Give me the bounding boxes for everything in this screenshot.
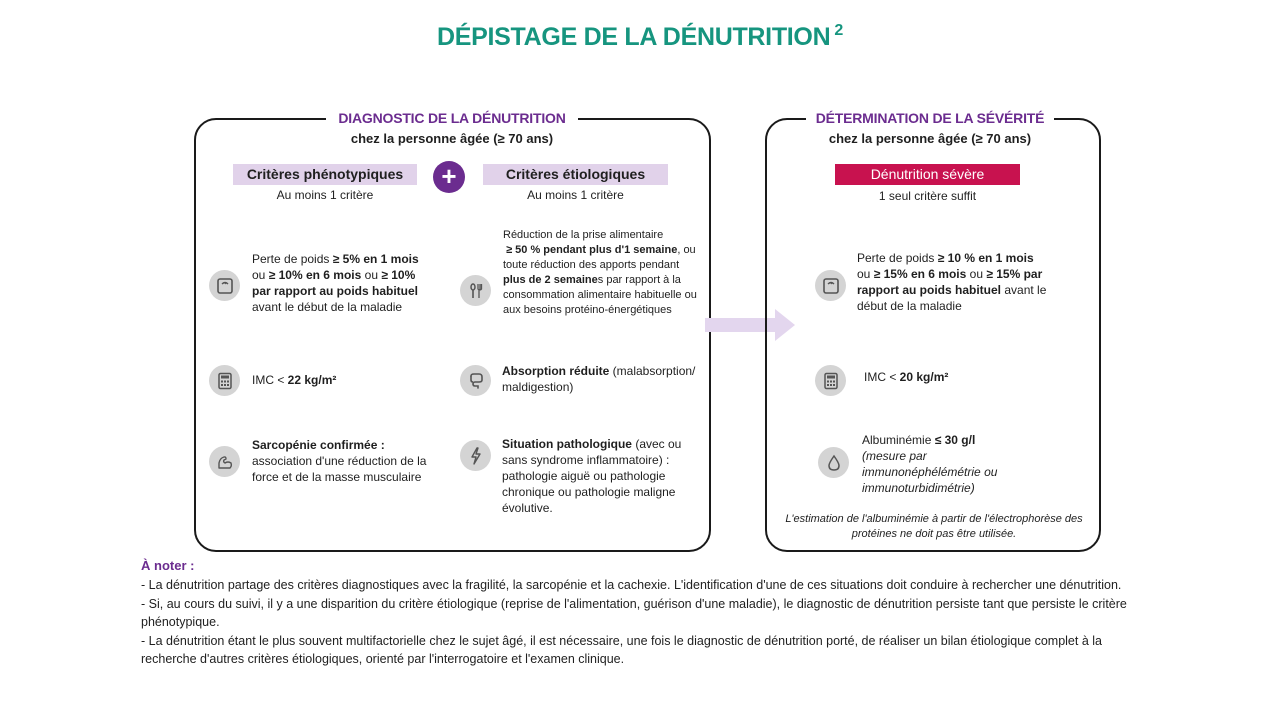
severity-footnote: L'estimation de l'albuminémie à partir de l'électrophorèse des protéines ne doit pas être utilisée. xyxy=(785,513,1083,540)
severity-title: DÉTERMINATION DE LA SÉVÉRITÉ xyxy=(815,110,1045,126)
severe-weight-loss-text: Perte de poids ≥ 10 % en 1 mois ou ≥ 15% en 6 mois ou ≥ 15% par rapport au poids habituel avant le début de la maladie xyxy=(857,251,1047,313)
phenotypic-weight-loss-text: Perte de poids ≥ 5% en 1 mois ou ≥ 10% en 6 mois ou ≥ 10% par rapport au poids habituel avant le début de la maladie xyxy=(252,252,419,314)
plus-icon: + xyxy=(433,161,465,193)
calculator-icon xyxy=(815,365,846,396)
calculator-icon xyxy=(209,365,240,396)
page-title: DÉPISTAGE DE LA DÉNUTRITION $^2$ xyxy=(437,22,843,51)
diagnostic-title: DIAGNOSTIC DE LA DÉNUTRITION xyxy=(338,110,566,126)
etiologic-criteria-header: Critères étiologiques xyxy=(483,164,668,185)
diagnostic-subtitle: chez la personne âgée (≥ 70 ans) xyxy=(350,131,554,146)
phenotypic-criteria-header: Critères phénotypiques xyxy=(233,164,417,185)
phenotypic-criteria-min: Au moins 1 critère xyxy=(276,188,374,202)
phenotypic-sarcopenia-text: Sarcopénie confirmée : association d'une réduction de la force et de la masse musculaire xyxy=(252,438,427,484)
notes-list xyxy=(141,576,1156,669)
note-item: - Si, au cours du suivi, il y a une disparition du critère étiologique (reprise de l'alimentation, guérison d'une maladie), le diagnostic de dénutrition persiste tant que persiste le critère phénotypique. xyxy=(141,596,1127,629)
severe-malnutrition-header: Dénutrition sévère xyxy=(835,164,1020,185)
severe-criteria-min: 1 seul critère suffit xyxy=(878,189,977,203)
etiologic-pathology-text: Situation pathologique (avec ou sans syndrome inflammatoire) : pathologie aiguë ou pathologie chronique ou pathologie maligne évolutive. xyxy=(502,437,682,515)
scale-icon xyxy=(815,270,846,301)
severe-albumin-text: Albuminémie ≤ 30 g/l (mesure par immunonéphélémétrie ou immunoturbidimétrie) xyxy=(862,433,998,495)
severe-bmi-text: IMC < 20 kg/m² xyxy=(864,370,949,384)
intestine-icon xyxy=(460,365,491,396)
notes-title: À noter : xyxy=(141,558,195,573)
cutlery-icon xyxy=(460,275,491,306)
title-reference: 2 xyxy=(834,22,843,39)
note-item: - La dénutrition partage des critères diagnostiques avec la fragilité, la sarcopénie et la cachexie. L'identification d'une de ces situations doit conduire à rechercher une dénutrition. xyxy=(141,578,1122,592)
lightning-icon xyxy=(460,440,491,471)
severity-subtitle: chez la personne âgée (≥ 70 ans) xyxy=(828,131,1032,146)
etiologic-absorption-text: Absorption réduite (malabsorption/ maldigestion) xyxy=(502,364,696,394)
severity-panel-heading xyxy=(806,110,1054,146)
phenotypic-bmi-text: IMC < 22 kg/m² xyxy=(252,373,337,387)
etiologic-criteria-min: Au moins 1 critère xyxy=(527,188,624,202)
scale-icon xyxy=(209,270,240,301)
diagnostic-panel-heading xyxy=(326,110,578,146)
etiologic-intake-reduction-text: Réduction de la prise alimentaire ≥ 50 % pendant plus d'1 semaine, ou toute réduction des apports pendant plus de 2 semaines par rapport à la consommation alimentaire habituelle ou aux besoins protéino-énergétiques xyxy=(503,229,697,316)
muscle-icon xyxy=(209,446,240,477)
note-item: - La dénutrition étant le plus souvent multifactorielle chez le sujet âgé, il est nécessaire, une fois le diagnostic de dénutrition porté, de réaliser un bilan étiologique complet à la recherche d'autres critères étiologiques, orienté par l'interrogatoire et l'examen clinique. xyxy=(141,633,1102,666)
drop-icon xyxy=(818,447,849,478)
